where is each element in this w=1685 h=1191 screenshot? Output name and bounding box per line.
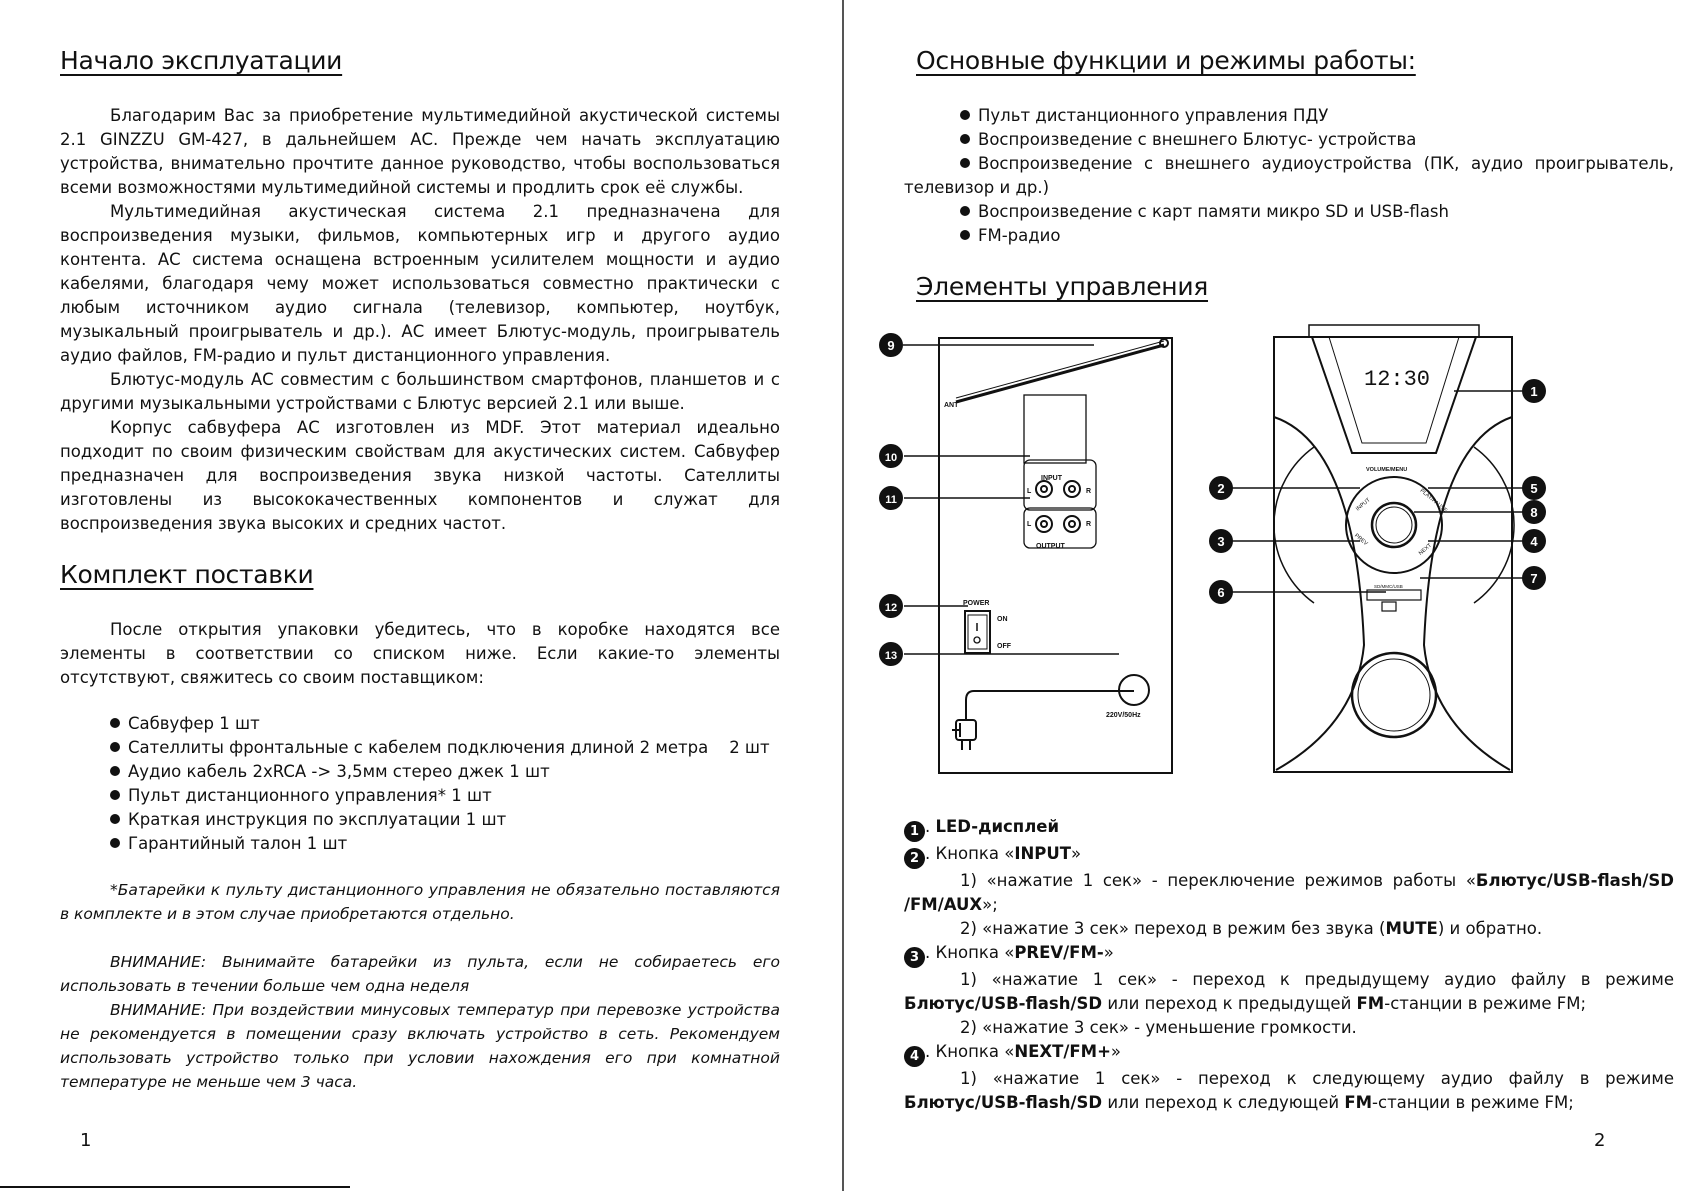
kit-list [110, 712, 770, 856]
control-item-3: 3 . Кнопка «PREV/FM-» [904, 941, 1674, 968]
control-prefix: Кнопка « [935, 943, 1015, 962]
play-pause-button-label: PLAY/PAUSE [1418, 487, 1449, 514]
heading-getting-started: Начало эксплуатации [60, 46, 343, 75]
next-button-label: NEXT [1417, 542, 1433, 557]
intro-paragraph: Благодарим Вас за приобретение мультимедийной акустической системы 2.1 GINZZU GM-427, в дальнейшем АС. Прежде чем начать эксплуатацию устройства, внимательно прочтите данное руководство, чтобы воспользоваться всеми возможностями мультимедийной системы и продлить срок её службы. [60, 106, 780, 197]
input-r-jack-icon [1064, 481, 1080, 497]
output-l-jack-icon [1036, 516, 1052, 532]
warning-batteries: ВНИМАНИЕ: Вынимайте батарейки из пульта, если не собираетесь его использовать в течении больше чем одна неделя [60, 953, 780, 995]
detail-text: или переход к следующей [1102, 1093, 1345, 1112]
detail-text: -станции в режиме FM; [1372, 1093, 1574, 1112]
controls-diagram [884, 325, 1654, 785]
list-item [110, 784, 770, 808]
list-item [904, 104, 1674, 128]
control-detail [904, 968, 1674, 1016]
output-r-jack-icon [1064, 516, 1080, 532]
detail-text: ) и обратно. [1437, 919, 1543, 938]
bullet-icon [110, 766, 120, 776]
bass-port-icon [1352, 653, 1436, 737]
detail-text: 1) «нажатие 1 сек» - переключение режимов работы « [960, 871, 1476, 890]
list-item-text: FM-радио [978, 226, 1061, 245]
card-slot-label: SD/MMC/USB [1374, 584, 1403, 589]
power-off-mark [974, 637, 980, 643]
display-housing [1312, 337, 1476, 453]
callout-label-13: 13 [884, 650, 898, 662]
prev-button-label: PREV [1353, 532, 1369, 548]
list-item [904, 224, 1674, 248]
top-handle [1309, 325, 1479, 337]
heading-main-functions: Основные функции и режимы работы: [916, 46, 1416, 75]
bullet-icon [110, 838, 120, 848]
volume-knob-icon [1372, 503, 1416, 547]
kit-intro [60, 618, 780, 690]
list-item-text: Пульт дистанционного управления* 1 шт [128, 786, 492, 805]
control-item-2: 2 . Кнопка «INPUT» [904, 842, 1674, 869]
callout-label-10: 10 [884, 452, 898, 464]
antenna-rod [956, 341, 1164, 398]
list-item [904, 152, 1674, 200]
control-title: PREV/FM- [1014, 943, 1104, 962]
callout-label-11: 11 [885, 494, 897, 506]
bass-port-inner [1358, 659, 1430, 731]
ant-label: ANT [944, 402, 959, 409]
output-r-label: R [1086, 521, 1092, 528]
input-label: INPUT [1041, 475, 1062, 482]
input-l-jack-core [1041, 486, 1047, 492]
volume-knob-inner [1376, 507, 1412, 543]
control-item-1: 1 . LED-дисплей [904, 815, 1674, 842]
detail-text: »; [982, 895, 998, 914]
control-detail [904, 1067, 1674, 1115]
control-item-4: 4 . Кнопка «NEXT/FM+» [904, 1040, 1674, 1067]
right-woofer-arc [1474, 447, 1514, 603]
list-item-text: Воспроизведение с внешнего Блютус- устройства [978, 130, 1417, 149]
detail-text: -станции в режиме FM; [1384, 994, 1587, 1013]
display-time: 12:30 [1364, 367, 1431, 392]
number-badge: 1 [904, 821, 925, 842]
right-page [844, 0, 1685, 1191]
input-l-label: L [1027, 488, 1032, 495]
detail-bold: FM [1344, 1093, 1373, 1112]
mains-label: 220V/50Hz [1106, 712, 1141, 719]
list-item [110, 760, 770, 784]
number-badge: 2 [904, 848, 925, 869]
left-page [0, 0, 842, 1191]
list-item [904, 200, 1674, 224]
power-switch-icon [965, 611, 990, 653]
input-r-label: R [1086, 488, 1092, 495]
detail-text: 1) «нажатие 1 сек» - переход к предыдущему аудио файлу в режиме [960, 970, 1674, 989]
bullet-icon [110, 814, 120, 824]
bullet-icon [110, 790, 120, 800]
list-item [110, 712, 770, 736]
detail-bold: FM [1356, 994, 1385, 1013]
control-detail [904, 1016, 1674, 1040]
control-suffix: » [1103, 943, 1114, 962]
back-panel-outline [939, 338, 1172, 773]
output-label: OUTPUT [1036, 543, 1065, 550]
bullet-icon [960, 230, 970, 240]
number-badge: 3 [904, 947, 925, 968]
callout-label-3: 3 [1217, 534, 1225, 549]
intro-paragraph: Мультимедийная акустическая система 2.1 предназначена для воспроизведения музыки, фильмов, компьютерных игр и другого аудио контента. АС система оснащена встроенным усилителем мощности и аудио кабелями, благодаря чему может использоваться совместно практически с любым источником аудио сигнала (телевизор, компьютер, ноутбук, музыкальный проигрыватель и др.). АС имеет Блютус-модуль, проигрыватель аудио файлов, FM-радио и пульт дистанционного управления. [60, 202, 780, 365]
bullet-icon [960, 134, 970, 144]
subwoofer-back-panel [939, 338, 1172, 773]
list-item [110, 736, 770, 760]
control-suffix: » [1071, 844, 1082, 863]
warning-temperature: ВНИМАНИЕ: При воздействии минусовых температур при перевозке устройства не рекомендуется в помещении сразу включать устройство в сеть. Рекомендуем использовать устройство только при условии нахождения его при комнатной температуре не меньше чем 3 часа. [60, 1001, 780, 1091]
detail-bold: Блютус/USB-flash/SD [904, 994, 1103, 1013]
output-r-jack-core [1069, 521, 1075, 527]
intro-paragraph: Корпус сабвуфера АС изготовлен из MDF. Этот материал идеально подходит по своим физическим свойствам для акустических систем. Сабвуфер предназначен для воспроизведения звука низкой частоты. Сателлиты изготовлены из высококачественных компонентов и служат для воспроизведения звука высоких и средних частот. [60, 418, 780, 533]
input-l-jack-icon [1036, 481, 1052, 497]
input-jacks-frame [1024, 460, 1096, 510]
control-descriptions [904, 815, 1674, 1115]
control-detail [904, 917, 1674, 941]
bullet-icon [960, 110, 970, 120]
detail-bold: Блютус/USB-flash/SD /FM/AUX [904, 871, 1674, 914]
output-l-label: L [1027, 521, 1032, 528]
control-suffix: » [1110, 1042, 1122, 1061]
output-jacks-frame [1024, 508, 1096, 548]
antenna-icon [956, 345, 1164, 402]
callout-label-5: 5 [1530, 481, 1538, 496]
input-button-label: INPUT [1355, 497, 1372, 513]
intro-text [60, 104, 780, 536]
on-label: ON [997, 616, 1008, 623]
battery-note: *Батарейки к пульту дистанционного управления не обязательно поставляются в комплекте и в этом случае приобретаются отдельно. [60, 881, 780, 923]
back-panel-labels [944, 402, 1141, 719]
control-title: INPUT [1014, 844, 1072, 863]
page-number: 1 [80, 1130, 92, 1151]
kit-intro-text: После открытия упаковки убедитесь, что в коробке находятся все элементы в соответствии со списком ниже. Если какие-то элементы отсутствуют, свяжитесь со своим поставщиком: [60, 620, 780, 687]
list-item-text: Сателлиты фронтальные с кабелем подключения длиной 2 метра 2 шт [128, 738, 770, 757]
heading-package-contents: Комплект поставки [60, 560, 314, 589]
list-item-text: Воспроизведение с внешнего аудиоустройства (ПК, аудио проигрыватель, телевизор и др.) [904, 154, 1674, 197]
page-number: 2 [1594, 1130, 1606, 1151]
off-label: OFF [997, 643, 1011, 650]
callout-label-12: 12 [884, 602, 898, 614]
number-badge: 4 [904, 1046, 925, 1067]
intro-paragraph: Блютус-модуль АС совместим с большинством смартфонов, планшетов и с другими музыкальными устройствами с Блютус версией 2.1 или выше. [60, 370, 780, 413]
control-detail [904, 869, 1674, 917]
list-item [110, 832, 770, 856]
list-item-text: Пульт дистанционного управления ПДУ [978, 106, 1329, 125]
callout-label-1: 1 [1530, 384, 1538, 399]
callout-label-4: 4 [1530, 534, 1538, 549]
list-item-text: Краткая инструкция по эксплуатации 1 шт [128, 810, 507, 829]
left-woofer-arc [1274, 447, 1314, 603]
label-sticker [1024, 395, 1086, 463]
callout-label-2: 2 [1217, 481, 1225, 496]
left-curve [1274, 417, 1364, 770]
callout-label-8: 8 [1530, 505, 1538, 520]
list-item-text: Сабвуфер 1 шт [128, 714, 260, 733]
callout-label-6: 6 [1217, 585, 1225, 600]
functions-list [904, 104, 1674, 248]
detail-bold: Блютус/USB-flash/SD [904, 1093, 1103, 1112]
control-title: NEXT/FM+ [1014, 1042, 1111, 1061]
output-l-jack-core [1041, 521, 1047, 527]
bullet-icon [110, 742, 120, 752]
detail-text: 2) «нажатие 3 сек» переход в режим без звука ( [960, 919, 1386, 938]
heading-controls: Элементы управления [916, 272, 1209, 301]
callout-label-7: 7 [1530, 571, 1538, 586]
control-prefix: Кнопка « [935, 1042, 1015, 1061]
list-item-text: Воспроизведение с карт памяти микро SD и USB-flash [978, 202, 1449, 221]
control-title: LED-дисплей [935, 817, 1060, 836]
right-curve [1424, 417, 1512, 770]
list-item-text: Гарантийный талон 1 шт [128, 834, 348, 853]
bullet-icon [110, 718, 120, 728]
detail-bold: MUTE [1385, 919, 1438, 938]
subwoofer-front-panel [1274, 325, 1514, 772]
control-prefix: Кнопка « [935, 844, 1015, 863]
list-item-text: Аудио кабель 2xRCA -> 3,5мм стерео джек 1 шт [128, 762, 550, 781]
detail-text: или переход к предыдущей [1102, 994, 1357, 1013]
volume-menu-label: VOLUME/MENU [1366, 467, 1408, 473]
bullet-icon [960, 206, 970, 216]
usb-slot-icon [1382, 602, 1396, 611]
power-label: POWER [963, 600, 990, 607]
detail-text: 1) «нажатие 1 сек» - переход к следующему аудио файлу в режиме [960, 1069, 1674, 1088]
list-item [904, 128, 1674, 152]
input-r-jack-core [1069, 486, 1075, 492]
bullet-icon [960, 158, 970, 168]
front-panel-outline [1274, 337, 1512, 772]
power-switch-rocker [968, 615, 987, 649]
detail-text: 2) «нажатие 3 сек» - уменьшение громкости. [960, 1018, 1357, 1037]
list-item [110, 808, 770, 832]
callout-label-9: 9 [887, 338, 895, 353]
